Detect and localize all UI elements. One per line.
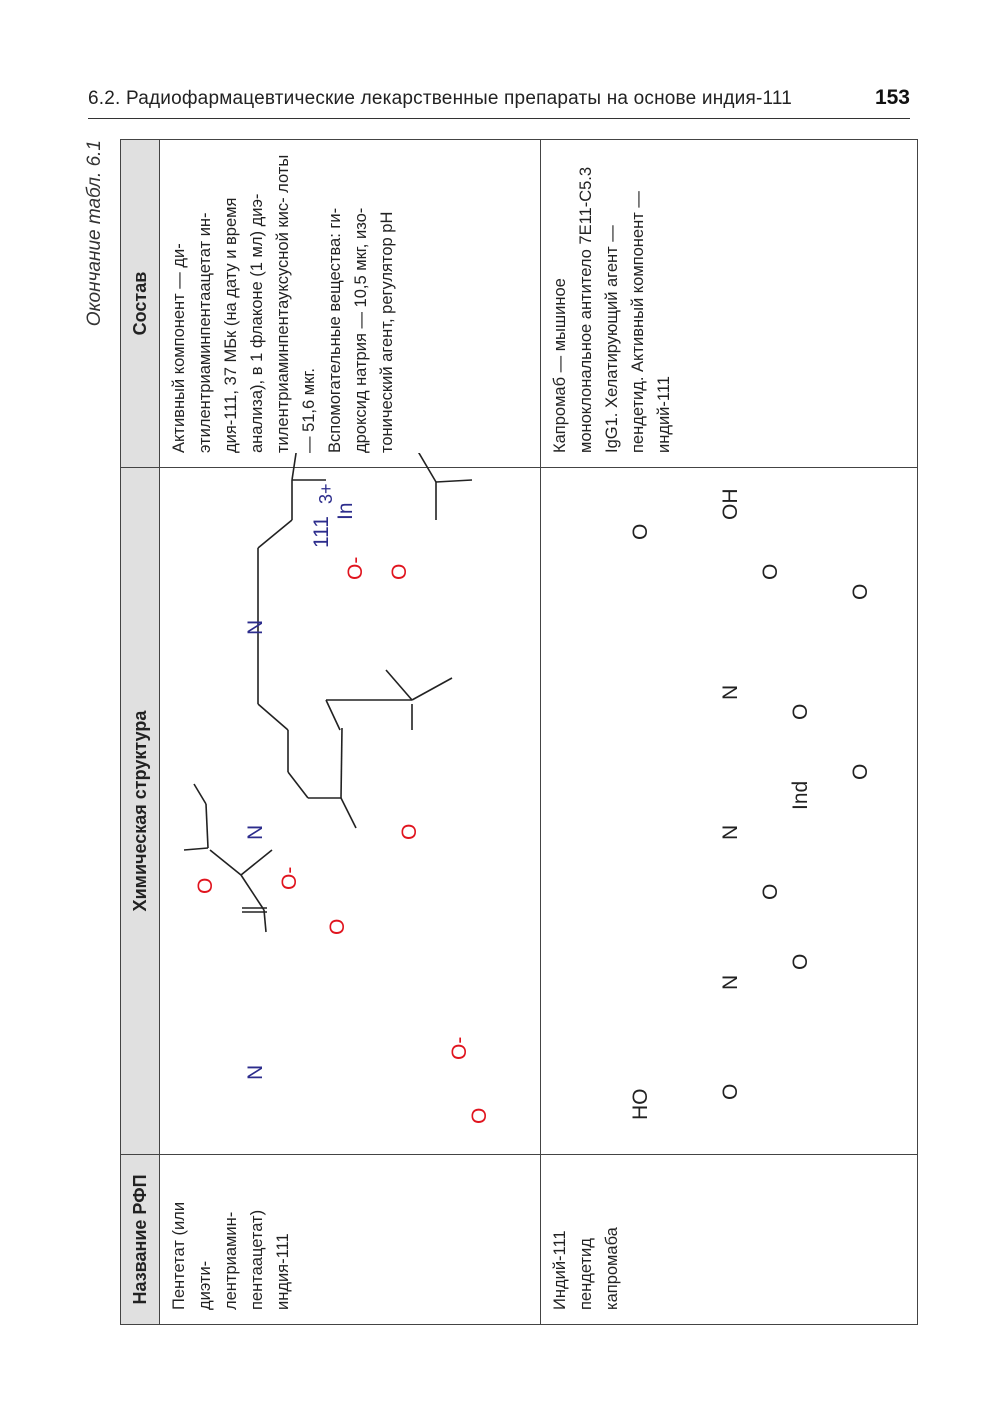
- column-header-name: Название РФП: [121, 1155, 160, 1325]
- charge-label: 3+: [316, 483, 336, 504]
- composition-text: Капромаб — мышиное моноклональное антитело 7E11-C5.3 IgG1. Хелатирующий агент — пендетид. Активный компонент — индий-111: [551, 166, 673, 453]
- oxygen-label: O: [759, 563, 782, 580]
- oxygen-label: O: [326, 918, 349, 935]
- drug-name: Пентетат (или диэти- лентриамин- пентаацетат) индия-111: [170, 1201, 292, 1310]
- structure-cell: [160, 468, 541, 1155]
- ind-label: Ind: [789, 780, 812, 810]
- nitrogen-label: N: [244, 1064, 267, 1080]
- hydroxyl-label: HO: [629, 1088, 652, 1120]
- oxygen-label: O: [849, 583, 872, 600]
- hydroxyl-label: OH: [719, 488, 742, 520]
- nitrogen-label: N: [719, 824, 742, 840]
- drug-name-cell: [160, 1155, 541, 1325]
- structure-cell: [541, 468, 918, 1155]
- oxygen-label: O: [719, 1083, 742, 1100]
- oxygen-minus-label: O-: [344, 556, 367, 580]
- oxygen-label: O: [388, 563, 411, 580]
- running-title: 6.2. Радиофармацевтические лекарственные препараты на основе индия-111: [88, 88, 792, 109]
- oxygen-label: O: [468, 1107, 491, 1124]
- oxygen-label: O: [194, 877, 217, 894]
- oxygen-label: O: [629, 523, 652, 540]
- metal-label: In: [334, 502, 357, 520]
- oxygen-label: O: [849, 763, 872, 780]
- composition-excipients: Вспомогательные вещества: ги- дроксид натрия — 10,5 мкг, изо- тонический агент, регулятор pH: [326, 207, 396, 453]
- table-row: [541, 140, 918, 1325]
- nitrogen-label: N: [719, 974, 742, 990]
- oxygen-label: O: [759, 883, 782, 900]
- composition-cell: [541, 140, 918, 468]
- nitrogen-label: N: [719, 684, 742, 700]
- oxygen-minus-label: O-: [448, 1036, 471, 1060]
- isotope-label: 111: [310, 516, 333, 548]
- pentetate-structure-diagram: [166, 453, 534, 1140]
- oxygen-minus-label: O-: [278, 866, 301, 890]
- table-header-row: [121, 140, 160, 1325]
- nitrogen-label: N: [244, 824, 267, 840]
- composition-cell: [160, 140, 541, 468]
- nitrogen-label: N: [244, 619, 267, 635]
- rotated-table-block: [84, 140, 890, 1325]
- oxygen-label: O: [398, 823, 421, 840]
- oxygen-label: O: [789, 703, 812, 720]
- column-header-composition: Состав: [121, 140, 160, 468]
- oxygen-label: O: [789, 953, 812, 970]
- table-caption: Окончание табл. 6.1: [84, 140, 105, 327]
- composition-text: Активный компонент — ди- этилентриаминпентаацетат ин- дия-111, 37 МБк (на дату и время анализа), в 1 флаконе (1 мл) диэ- тилентриаминпентауксусной кис- лоты — 51,6 мкг.: [170, 154, 318, 453]
- drug-name-cell: [541, 1155, 918, 1325]
- drug-name: Индий-111 пендетид капромаба: [551, 1227, 621, 1310]
- running-header: [88, 88, 910, 119]
- pendetide-structure-diagram: [547, 453, 911, 1140]
- page-number: 153: [874, 86, 910, 109]
- drug-table: [120, 139, 918, 1325]
- column-header-structure: Химическая структура: [121, 468, 160, 1155]
- table-row: [160, 140, 541, 1325]
